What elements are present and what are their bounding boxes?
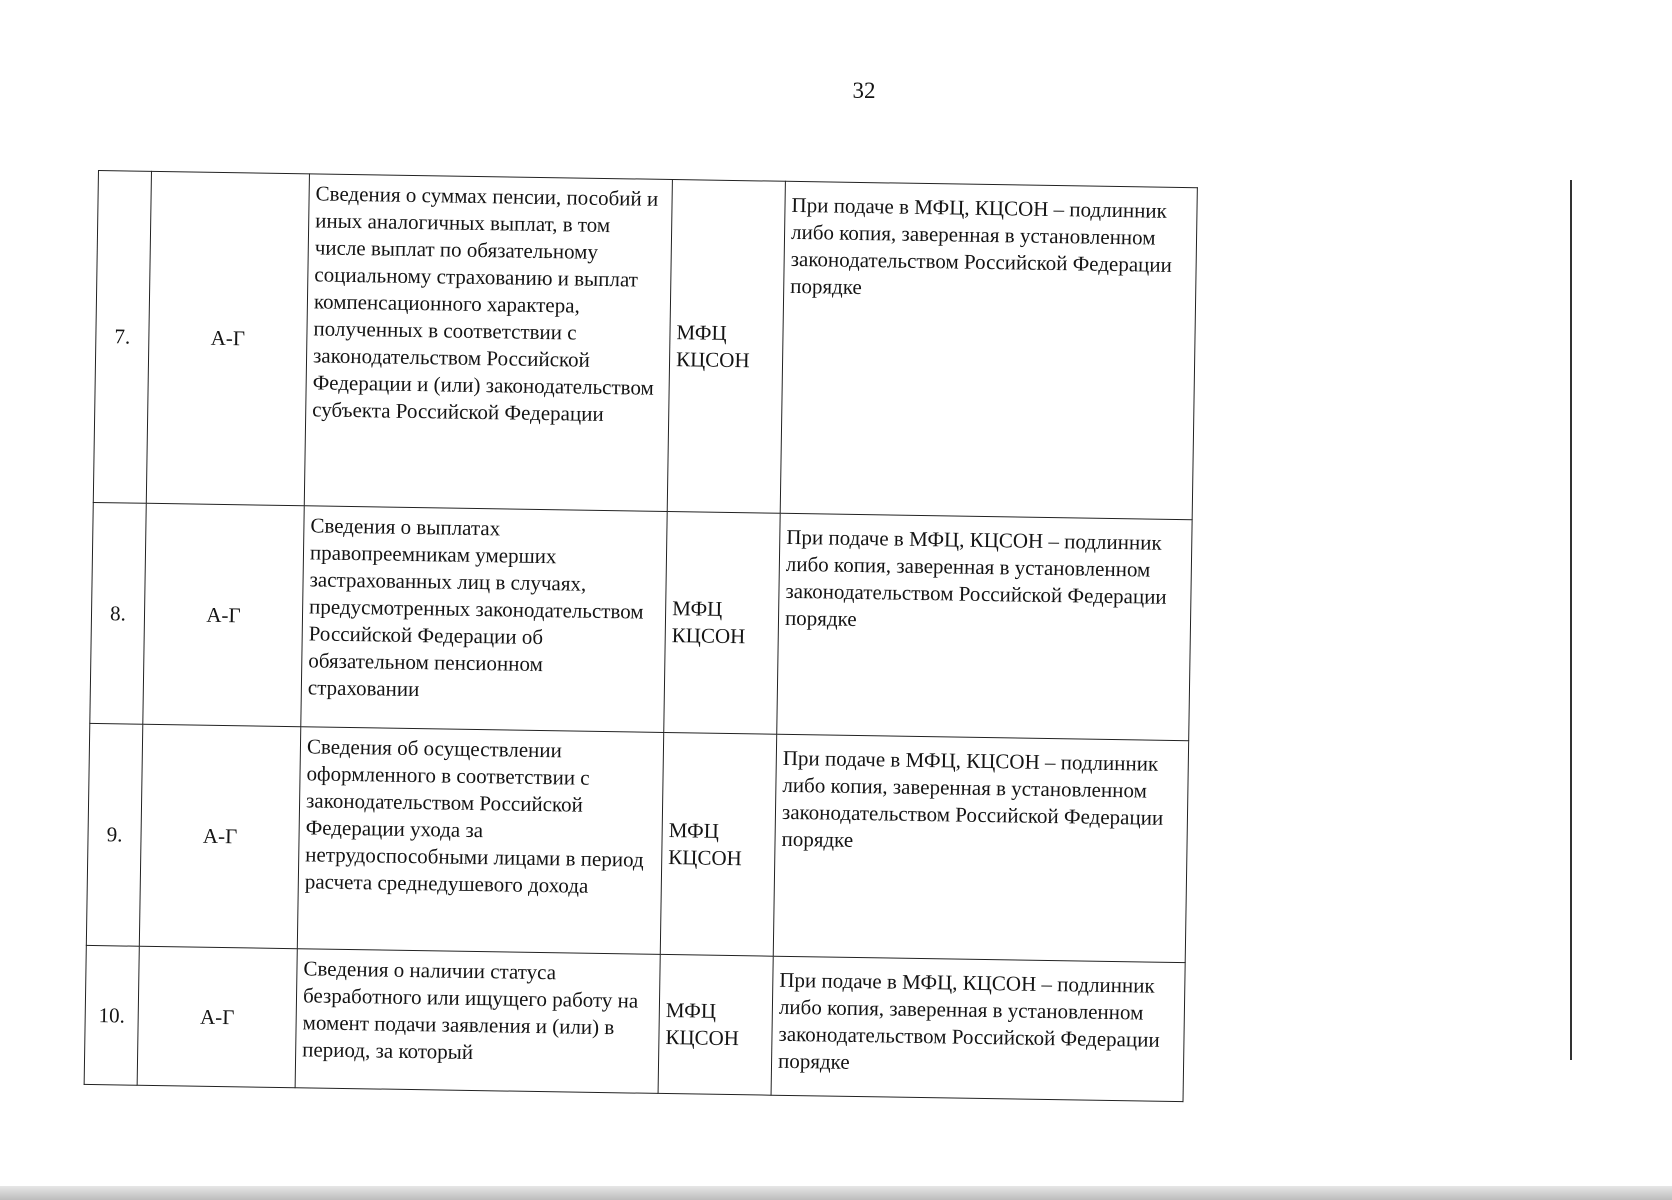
row-requirement: При подаче в МФЦ, КЦСОН – подлинник либо копия, заверенная в установленном законодательством Российской Федерации порядке	[777, 513, 1192, 740]
row-organization	[667, 180, 785, 514]
org-mfc: МФЦ	[672, 596, 723, 621]
org-mfc: МФЦ	[676, 319, 727, 345]
org-mfc: МФЦ	[668, 817, 720, 843]
table-row	[84, 945, 1185, 1101]
org-kcson: КЦСОН	[668, 844, 742, 870]
row-description: Сведения о наличии статуса безработного или ищущего работу на момент подачи заявления и (или) в период, за который	[295, 949, 660, 1094]
row-description: Сведения об осуществлении оформленного в соответствии с законодательством Российской Федерации ухода за нетрудоспособными лицами в период расчета среднедушевого дохода	[297, 727, 663, 955]
row-requirement: При подаче в МФЦ, КЦСОН – подлинник либо копия, заверенная в установленном законодательством Российской Федерации порядке	[771, 956, 1185, 1101]
row-category: А-Г	[146, 171, 309, 505]
org-kcson: КЦСОН	[675, 346, 750, 372]
row-organization	[660, 732, 776, 956]
scan-bottom-edge	[0, 1186, 1672, 1200]
org-kcson: КЦСОН	[671, 623, 746, 649]
row-category: А-Г	[143, 503, 304, 726]
org-kcson: КЦСОН	[665, 1025, 740, 1051]
row-category: А-Г	[139, 724, 300, 948]
margin-line	[1570, 180, 1572, 1060]
row-number: 10.	[84, 945, 139, 1085]
table-row	[93, 171, 1197, 520]
row-description: Сведения о суммах пенсии, пособий и иных аналогичных выплат, в том числе выплат по обязательному социальному страхованию и выплат компенсационного характера, полученных в соответствии с законодательством Российской Федерации и (или) законодательством субъекта Российской Федерации	[304, 174, 672, 512]
page-number: 32	[852, 78, 876, 103]
documents-table	[84, 170, 1198, 1102]
row-category: А-Г	[137, 946, 297, 1087]
row-organization	[664, 511, 780, 734]
row-number: 8.	[90, 502, 146, 724]
table-row	[86, 723, 1188, 962]
org-mfc: МФЦ	[665, 998, 717, 1023]
row-number: 7.	[93, 171, 151, 504]
row-organization	[658, 954, 773, 1095]
row-description: Сведения о выплатах правопреемникам умерших застрахованных лиц в случаях, предусмотренных законодательством Российской Федерации об обязательном пенсионном страховании	[301, 506, 667, 733]
row-requirement: При подаче в МФЦ, КЦСОН – подлинник либо копия, заверенная в установленном законодательством Российской Федерации порядке	[780, 181, 1197, 519]
table-row	[90, 502, 1192, 740]
row-requirement: При подаче в МФЦ, КЦСОН – подлинник либо копия, заверенная в установленном законодательством Российской Федерации порядке	[773, 734, 1188, 962]
row-number: 9.	[86, 723, 142, 946]
